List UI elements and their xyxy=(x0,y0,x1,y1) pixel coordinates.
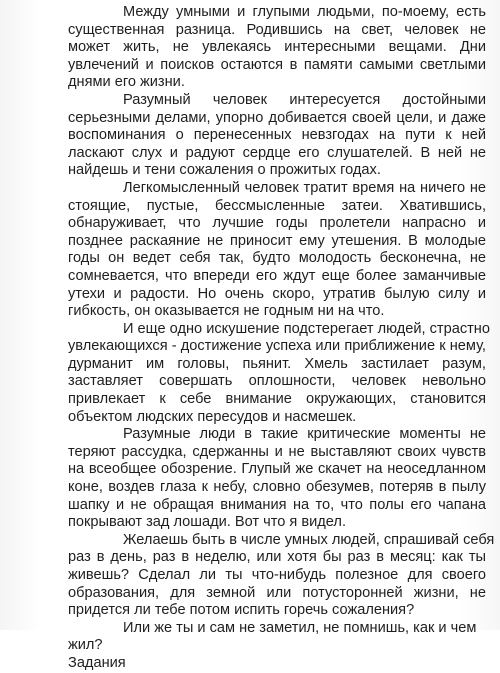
text-line: серьезными делами, упорно добивается своей цели, и даже xyxy=(68,109,486,126)
text-line: Желаешь быть в числе умных людей, спрашивай себя xyxy=(123,531,495,548)
text-line: коне, воздев глаза к небу, словно обезумев, потеряв в пылу xyxy=(68,479,486,496)
text-line: годы он ведет себя так, будто молодость бесконечна, не xyxy=(68,250,486,267)
text-line: живешь? Сделал ли ты что-нибудь полезное для своего xyxy=(68,567,486,583)
text-line: дурманит им головы, пьянит. Хмель застилает разум, xyxy=(68,355,486,372)
text-line: Легкомысленный человек тратит время на ничего не xyxy=(123,179,486,196)
text-line: позднее раскаяние не приносит ему утешения. В молодые xyxy=(68,232,486,249)
text-line: жил? xyxy=(68,637,103,654)
text-line: гибкость, он оказывается не годным ни на что. xyxy=(68,303,385,320)
text-line: ласкают слух и радуют сердце его слушателей. В ней не xyxy=(68,144,486,161)
text-line: шапку и не обращая внимания на то, что полы его чапана xyxy=(68,496,486,513)
text-line: И еще одно искушение подстерегает людей, страстно xyxy=(123,320,490,337)
text-line: увлекающихся - достижение успеха или приближение к нему, xyxy=(68,338,486,355)
text-line: Разумные люди в такие критические моменты не xyxy=(123,426,486,443)
text-line: стоящие, пустые, бессмысленные затеи. Хватившись, xyxy=(68,197,486,214)
text-line: обнаруживает, что лучшие годы пролетели напрасно и xyxy=(68,215,486,232)
text-line: найдешь и тени сожаления о прожитых годах. xyxy=(68,162,381,179)
text-line: сомневается, что впереди его ждут еще более заманчивые xyxy=(68,267,486,284)
text-line: на всеобщее обозрение. Глупый же скачет на неоседланном xyxy=(68,461,486,478)
text-line: Или же ты и сам не заметил, не помнишь, как и чем xyxy=(123,619,477,636)
document-text xyxy=(68,4,495,671)
text-line: может жить, не увлекаясь интересными вещами. Дни xyxy=(68,39,486,56)
text-line: раз в день, раз в неделю, или хотя бы раз в месяц: как ты xyxy=(68,549,486,566)
text-line: заставляет совершать оплошности, человек невольно xyxy=(68,373,486,390)
text-line: увлечений и поисков остаются в памяти самыми светлыми xyxy=(68,56,486,73)
text-line: днями его жизни. xyxy=(68,74,185,91)
text-line: придется ли тебе потом испить горечь сожаления? xyxy=(68,602,415,619)
text-line: покрывают зад лошади. Вот что я видел. xyxy=(68,514,346,531)
text-line: Задания xyxy=(68,654,126,671)
text-line: привлекает к себе внимание окружающих, становится xyxy=(68,391,486,408)
text-line: Между умными и глупыми людьми, по-моему, есть xyxy=(123,4,486,20)
text-line: существенная разница. Родившись на свет, человек не xyxy=(68,21,486,38)
text-line: утехи и радости. Но очень скоро, утратив былую силу и xyxy=(68,285,486,302)
text-line: объектом людских пересудов и насмешек. xyxy=(68,408,357,425)
text-line: образования, для земной или потусторонней жизни, не xyxy=(68,584,486,601)
text-line: теряют рассудка, сдержанны и не выставляют своих чувств xyxy=(68,443,486,460)
text-line: Разумный человек интересуется достойными xyxy=(123,91,486,108)
text-line: воспоминания о перенесенных невзгодах на пути к ней xyxy=(68,127,486,144)
